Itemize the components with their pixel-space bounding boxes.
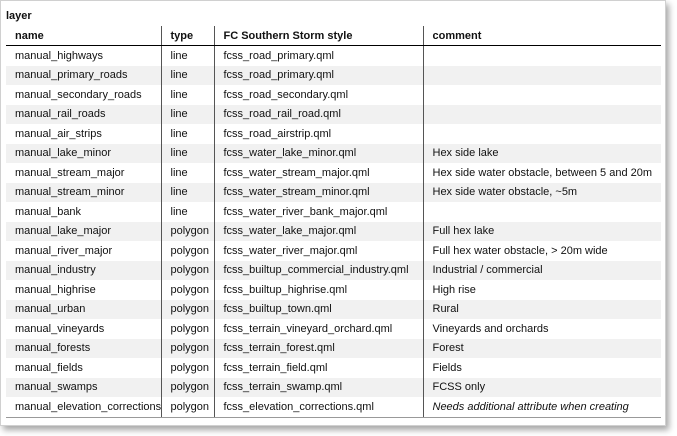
cell-comment: Full hex lake <box>423 222 661 242</box>
page-title: layer <box>6 10 32 22</box>
cell-name: manual_air_strips <box>15 127 102 140</box>
cell-type: polygon <box>161 339 214 359</box>
cell-name: manual_stream_minor <box>6 183 161 203</box>
cell-comment <box>423 124 661 144</box>
cell-name: manual_primary_roads <box>6 66 161 86</box>
cell-style: fcss_builtup_town.qml <box>214 300 423 320</box>
cell-comment: FCSS only <box>423 378 661 398</box>
cell-type: line <box>161 46 214 66</box>
table-row <box>6 202 661 222</box>
cell-comment: Rural <box>423 300 661 320</box>
cell-comment: Vineyards and orchards <box>423 319 661 339</box>
table-row <box>6 46 661 66</box>
table-row <box>6 280 661 300</box>
cell-comment <box>423 85 661 105</box>
table-row <box>6 66 661 86</box>
cell-name: manual_fields <box>15 361 83 374</box>
cell-name: manual_lake_major <box>6 222 161 242</box>
table-row <box>6 358 661 378</box>
cell-style: fcss_water_lake_major.qml <box>214 222 423 242</box>
cell-name: manual_stream_major <box>15 166 125 179</box>
table-row <box>6 144 661 164</box>
cell-type: line <box>161 85 214 105</box>
cell-name: manual_lake_minor <box>6 144 161 164</box>
cell-style: fcss_water_river_bank_major.qml <box>214 202 423 222</box>
cell-name: manual_swamps <box>6 378 161 398</box>
table-row <box>6 105 661 125</box>
cell-comment: Industrial / commercial <box>423 261 661 281</box>
table-row <box>6 300 661 320</box>
cell-name: manual_highrise <box>15 283 96 296</box>
cell-name: manual_industry <box>6 261 161 281</box>
cell-name: manual_rail_roads <box>6 105 161 125</box>
cell-type: polygon <box>161 300 214 320</box>
cell-comment: Hex side lake <box>423 144 661 164</box>
column-header-type: type <box>161 26 214 46</box>
cell-type: polygon <box>161 397 214 417</box>
table-row <box>6 261 661 281</box>
cell-comment: High rise <box>423 280 661 300</box>
table-row <box>6 163 661 183</box>
cell-name: manual_bank <box>15 205 82 218</box>
cell-comment <box>423 46 661 66</box>
cell-type: line <box>161 183 214 203</box>
cell-style: fcss_road_airstrip.qml <box>214 124 423 144</box>
cell-comment: Hex side water obstacle, between 5 and 20m <box>423 163 661 183</box>
cell-style: fcss_builtup_highrise.qml <box>214 280 423 300</box>
table-row <box>6 319 661 339</box>
table-row <box>6 339 661 359</box>
cell-name: manual_highways <box>15 49 104 62</box>
cell-style: fcss_elevation_corrections.qml <box>214 397 423 417</box>
cell-type: polygon <box>161 261 214 281</box>
table-row <box>6 124 661 144</box>
cell-style: fcss_road_rail_road.qml <box>214 105 423 125</box>
cell-comment: Needs additional attribute when creating <box>423 397 661 417</box>
table-row <box>6 241 661 261</box>
cell-style: fcss_terrain_vineyard_orchard.qml <box>214 319 423 339</box>
cell-name: manual_vineyards <box>15 322 105 335</box>
cell-comment <box>423 66 661 86</box>
table-row <box>6 378 661 398</box>
table-row <box>6 85 661 105</box>
table-body <box>6 46 661 418</box>
cell-name: manual_forests <box>6 339 161 359</box>
cell-style: fcss_road_primary.qml <box>214 46 423 66</box>
column-header-style: FC Southern Storm style <box>214 26 423 46</box>
cell-type: line <box>161 163 214 183</box>
cell-comment: Full hex water obstacle, > 20m wide <box>423 241 661 261</box>
cell-type: polygon <box>161 358 214 378</box>
cell-type: line <box>161 144 214 164</box>
table-row <box>6 222 661 242</box>
cell-style: fcss_water_lake_minor.qml <box>214 144 423 164</box>
cell-style: fcss_road_primary.qml <box>214 66 423 86</box>
cell-type: line <box>161 202 214 222</box>
cell-style: fcss_water_stream_major.qml <box>214 163 423 183</box>
cell-comment: Hex side water obstacle, ~5m <box>423 183 661 203</box>
cell-name: manual_elevation_corrections <box>6 397 161 417</box>
cell-type: polygon <box>161 319 214 339</box>
cell-style: fcss_water_river_major.qml <box>214 241 423 261</box>
cell-style: fcss_water_stream_minor.qml <box>214 183 423 203</box>
table-row <box>6 397 661 417</box>
table-header-row <box>6 26 661 46</box>
cell-style: fcss_builtup_commercial_industry.qml <box>214 261 423 281</box>
cell-name: manual_urban <box>6 300 161 320</box>
column-header-comment: comment <box>423 26 661 46</box>
cell-style: fcss_terrain_swamp.qml <box>214 378 423 398</box>
layer-style-table <box>6 26 661 418</box>
table-row <box>6 183 661 203</box>
cell-comment <box>423 105 661 125</box>
cell-type: line <box>161 105 214 125</box>
cell-comment: Fields <box>423 358 661 378</box>
cell-type: line <box>161 66 214 86</box>
cell-type: polygon <box>161 280 214 300</box>
cell-type: line <box>161 124 214 144</box>
column-header-name: name <box>6 26 161 46</box>
cell-name: manual_river_major <box>15 244 113 257</box>
cell-style: fcss_terrain_field.qml <box>214 358 423 378</box>
cell-style: fcss_terrain_forest.qml <box>214 339 423 359</box>
cell-type: polygon <box>161 241 214 261</box>
cell-type: polygon <box>161 222 214 242</box>
cell-name: manual_secondary_roads <box>15 88 142 101</box>
cell-type: polygon <box>161 378 214 398</box>
cell-style: fcss_road_secondary.qml <box>214 85 423 105</box>
cell-comment <box>423 202 661 222</box>
cell-comment: Forest <box>423 339 661 359</box>
